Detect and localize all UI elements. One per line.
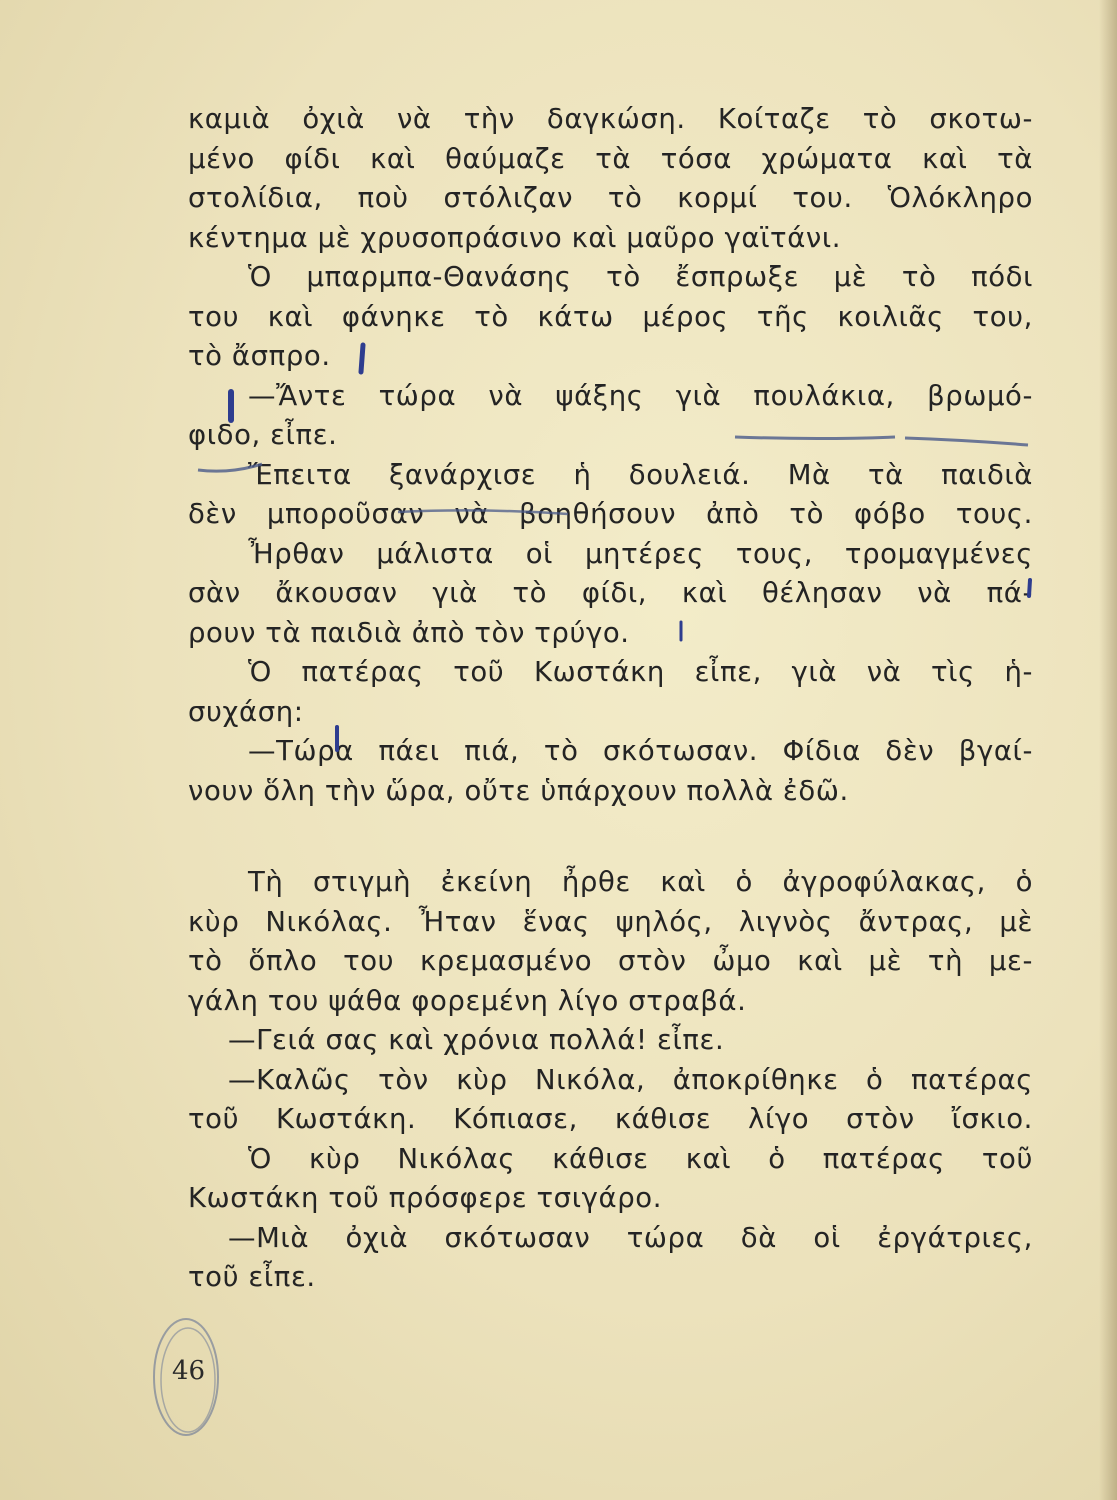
text-line: —Γειά σας καὶ χρόνια πολλά! εἶπε.	[228, 1024, 725, 1056]
text-line: σὰν ἄκουσαν γιὰ τὸ φίδι, καὶ θέλησαν νὰ πά-	[188, 577, 1033, 609]
text-line: τοῦ εἶπε.	[188, 1261, 316, 1293]
text-line: κὺρ Νικόλας. Ἦταν ἕνας ψηλός, λιγνὸς ἄντρας, μὲ	[188, 905, 1033, 938]
text-line: Ὁ πατέρας τοῦ Κωστάκη εἶπε, γιὰ νὰ τὶς ἡ-	[248, 656, 1033, 688]
text-line: —Τώρα πάει πιά, τὸ σκότωσαν. Φίδια δὲν βγαί-	[248, 735, 1033, 767]
page-text	[188, 100, 1033, 1298]
text-line: ρουν τὰ παιδιὰ ἀπὸ τὸν τρύγο.	[188, 616, 630, 649]
text-line: —Καλῶς τὸν κὺρ Νικόλα, ἀποκρίθηκε ὁ πατέρας	[228, 1063, 1033, 1096]
text-line: κέντημα μὲ χρυσοπράσινο καὶ μαῦρο γαϊτάνι.	[188, 221, 842, 254]
page-number: 46	[172, 1356, 206, 1386]
text-line: Ἔπειτα ξανάρχισε ἡ δουλειά. Μὰ τὰ παιδιὰ	[248, 458, 1033, 491]
text-line: φιδο, εἶπε.	[188, 419, 338, 451]
text-line: Ἦρθαν μάλιστα οἱ μητέρες τους, τρομαγμένες	[248, 537, 1033, 570]
text-line: συχάση:	[188, 695, 304, 728]
text-line: στολίδια, ποὺ στόλιζαν τὸ κορμί του. Ὁλόκληρο	[188, 182, 1033, 214]
text-line: —Ἄντε τώρα νὰ ψάξης γιὰ πουλάκια, βρωμό-	[248, 379, 1033, 412]
text-line: καμιὰ ὀχιὰ νὰ τὴν δαγκώση. Κοίταζε τὸ σκοτω-	[188, 103, 1033, 135]
text-line: Τὴ στιγμὴ ἐκείνη ἦρθε καὶ ὁ ἀγροφύλακας, ὁ	[248, 866, 1033, 898]
text-line: Ὁ μπαρμπα-Θανάσης τὸ ἔσπρωξε μὲ τὸ πόδι	[248, 261, 1033, 293]
text-line: τὸ ἄσπρο.	[188, 340, 331, 372]
text-line: δὲν μποροῦσαν νὰ βοηθήσουν ἀπὸ τὸ φόβο τους.	[188, 498, 1033, 530]
text-line: γάλη του ψάθα φορεμένη λίγο στραβά.	[188, 984, 747, 1017]
text-line: τὸ ὅπλο του κρεμασμένο στὸν ὦμο καὶ μὲ τὴ με-	[188, 945, 1033, 977]
page-edge-shadow	[1099, 0, 1117, 1500]
text-line: Ὁ κὺρ Νικόλας κάθισε καὶ ὁ πατέρας τοῦ	[248, 1142, 1033, 1175]
text-line: τοῦ Κωστάκη. Κόπιασε, κάθισε λίγο στὸν ἴσκιο.	[188, 1103, 1033, 1135]
text-line: —Μιὰ ὀχιὰ σκότωσαν τώρα δὰ οἱ ἐργάτριες,	[228, 1221, 1033, 1254]
text-line: του καὶ φάνηκε τὸ κάτω μέρος τῆς κοιλιᾶς του,	[188, 300, 1033, 333]
text-line: Κωστάκη τοῦ πρόσφερε τσιγάρο.	[188, 1182, 663, 1214]
text-line: νουν ὅλη τὴν ὥρα, οὔτε ὑπάρχουν πολλὰ ἐδῶ.	[188, 774, 849, 807]
text-line: μένο φίδι καὶ θαύμαζε τὰ τόσα χρώματα καὶ τὰ	[188, 142, 1033, 175]
section-break	[188, 811, 1033, 863]
